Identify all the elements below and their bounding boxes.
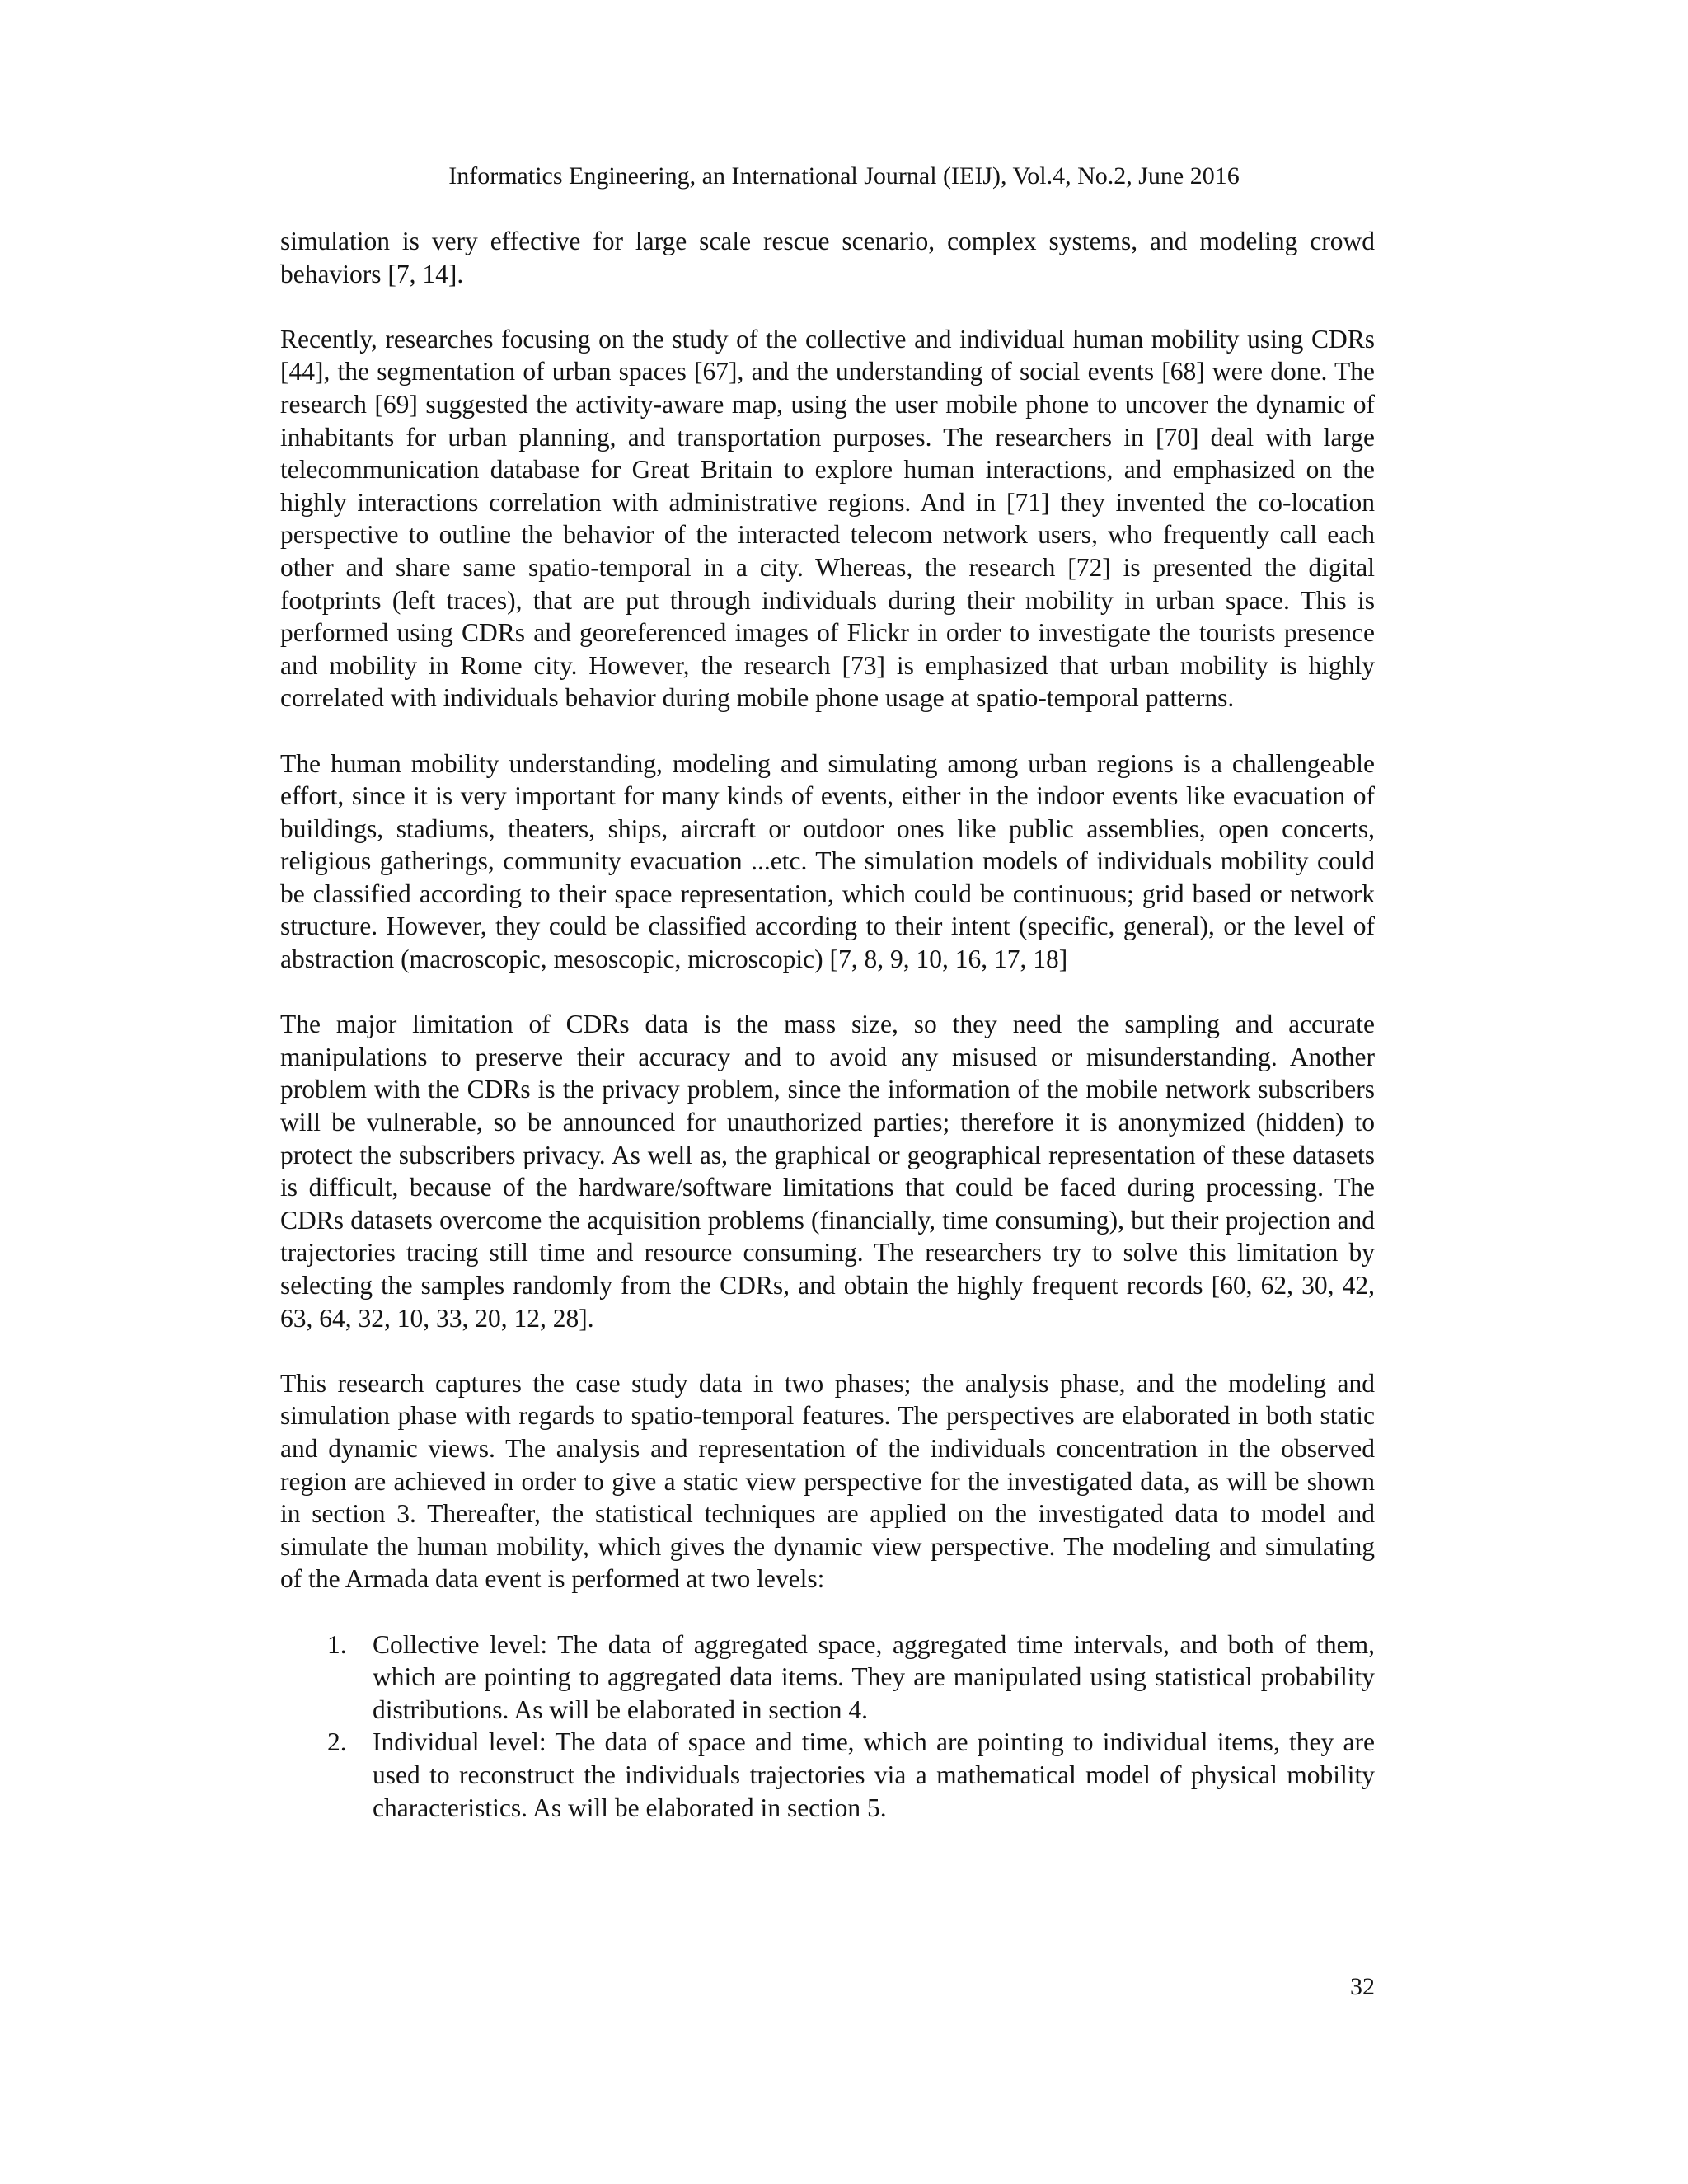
list-item-text: Collective level: The data of aggregated space, aggregated time intervals, and both of them, which are pointing to aggregated data items. They are manipulated using statistical probability distributions. As will be elaborated in section 4. <box>373 1629 1375 1724</box>
list-item <box>280 1726 1375 1824</box>
list-item-number: 2. <box>327 1727 347 1757</box>
list-item-text: Individual level: The data of space and time, which are pointing to individual items, they are used to reconstruct the individuals trajectories via a mathematical model of physical mobility characteristics. As will be elaborated in section 5. <box>373 1727 1375 1822</box>
paragraph-cdr-limitations: The major limitation of CDRs data is the mass size, so they need the sampling and accurate manipulations to preserve their accuracy and to avoid any misused or misunderstanding. Another problem with the CDRs is the privacy problem, since the information of the mobile network subscribers will be vulnerable, so be announced for unauthorized parties; therefore it is anonymized (hidden) to protect the subscribers privacy. As well as, the graphical or geographical representation of these datasets is difficult, because of the hardware/software limitations that could be faced during processing. The CDRs datasets overcome the acquisition problems (financially, time consuming), but their projection and trajectories tracing still time and resource consuming. The researchers try to solve this limitation by selecting the samples randomly from the CDRs, and obtain the highly frequent records [60, 62, 30, 42, 63, 64, 32, 10, 33, 20, 12, 28]. <box>280 1010 1375 1333</box>
paragraph-mobility-modeling: The human mobility understanding, modeling and simulating among urban regions is a challengeable effort, since it is very important for many kinds of events, either in the indoor events like evacuation of buildings, stadiums, theaters, ships, aircraft or outdoor ones like public assemblies, open concerts, religious gatherings, community evacuation ...etc. The simulation models of individuals mobility could be classified according to their space representation, which could be continuous; grid based or network structure. However, they could be classified according to their intent (specific, general), or the level of abstraction (macroscopic, mesoscopic, microscopic) [7, 8, 9, 10, 16, 17, 18] <box>280 748 1375 974</box>
list-item <box>280 1629 1375 1727</box>
list-item-number: 1. <box>327 1629 347 1659</box>
levels-list <box>280 1629 1375 1825</box>
paragraph-related-work: Recently, researches focusing on the study of the collective and individual human mobility using CDRs [44], the segmentation of urban spaces [67], and the understanding of social events [68] were done. The research [69] suggested the activity-aware map, using the user mobile phone to uncover the dynamic of inhabitants for urban planning, and transportation purposes. The researchers in [70] deal with large telecommunication database for Great Britain to explore human interactions, and emphasized on the highly interactions correlation with administrative regions. And in [71] they invented the co-location perspective to outline the behavior of the interacted telecom network users, who frequently call each other and share same spatio-temporal in a city. Whereas, the research [72] is presented the digital footprints (left traces), that are put through individuals during their mobility in urban space. This is performed using CDRs and georeferenced images of Flickr in order to investigate the tourists presence and mobility in Rome city. However, the research [73] is emphasized that urban mobility is highly correlated with individuals behavior during mobile phone usage at spatio-temporal patterns. <box>280 324 1375 713</box>
page-number: 32 <box>1350 1973 1375 2000</box>
running-header: Informatics Engineering, an International Journal (IEIJ), Vol.4, No.2, June 2016 <box>448 162 1240 190</box>
page-body <box>280 225 1375 1824</box>
paragraph-research-phases: This research captures the case study data in two phases; the analysis phase, and the modeling and simulation phase with regards to spatio-temporal features. The perspectives are elaborated in both static and dynamic views. The analysis and representation of the individuals concentration in the observed region are achieved in order to give a static view perspective for the investigated data, as will be shown in section 3. Thereafter, the statistical techniques are applied on the investigated data to model and simulate the human mobility, which gives the dynamic view perspective. The modeling and simulating of the Armada data event is performed at two levels: <box>280 1368 1375 1594</box>
paragraph-continuation: simulation is very effective for large scale rescue scenario, complex systems, and modeling crowd behaviors [7, 14]. <box>280 227 1375 288</box>
